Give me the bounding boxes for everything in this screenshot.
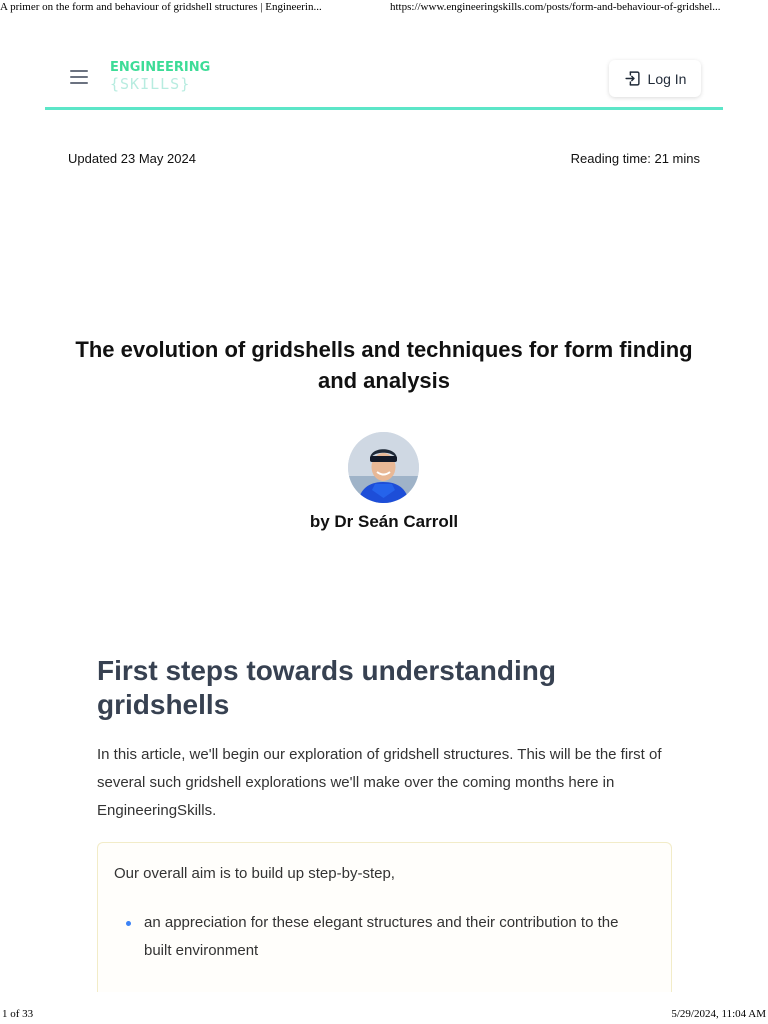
print-header [0, 0, 768, 16]
avatar [348, 432, 419, 503]
logo-wordmark-bottom: {SKILLS} [110, 75, 191, 93]
aim-callout-box [97, 842, 672, 992]
callout-lead: Our overall aim is to build up step-by-step, [114, 865, 395, 882]
list-item: an appreciation for these elegant structures and their contribution to the built environment [126, 909, 646, 965]
print-page-url: https://www.engineeringskills.com/posts/form-and-behaviour-of-gridshel... [390, 1, 721, 13]
section-heading: First steps towards understanding gridshells [97, 655, 556, 720]
login-button-label: Log In [647, 70, 687, 87]
reading-time: Reading time: 21 mins [570, 151, 700, 166]
author-name: by Dr Seán Carroll [309, 512, 459, 531]
print-page-number: 1 of 33 [2, 1008, 34, 1020]
intro-paragraph: In this article, we'll begin our exploration of gridshell structures. This will be the first of several such gridshell explorations we'll make over the coming months here in EngineeringSkills. [97, 746, 662, 819]
hamburger-menu-icon[interactable] [70, 70, 88, 84]
logo-wordmark-top: ENGINEERING [110, 60, 211, 75]
callout-list [126, 909, 646, 965]
login-button[interactable] [609, 60, 701, 97]
top-navbar [45, 50, 723, 110]
site-logo[interactable] [110, 60, 211, 96]
print-footer [0, 1006, 768, 1024]
login-arrow-icon [624, 70, 641, 87]
print-datetime: 5/29/2024, 11:04 AM [671, 1008, 766, 1020]
print-page-title: A primer on the form and behaviour of gridshell structures | Engineerin... [0, 1, 322, 13]
page-title: The evolution of gridshells and techniques for form finding and analysis [75, 337, 693, 393]
updated-date: Updated 23 May 2024 [68, 151, 196, 166]
